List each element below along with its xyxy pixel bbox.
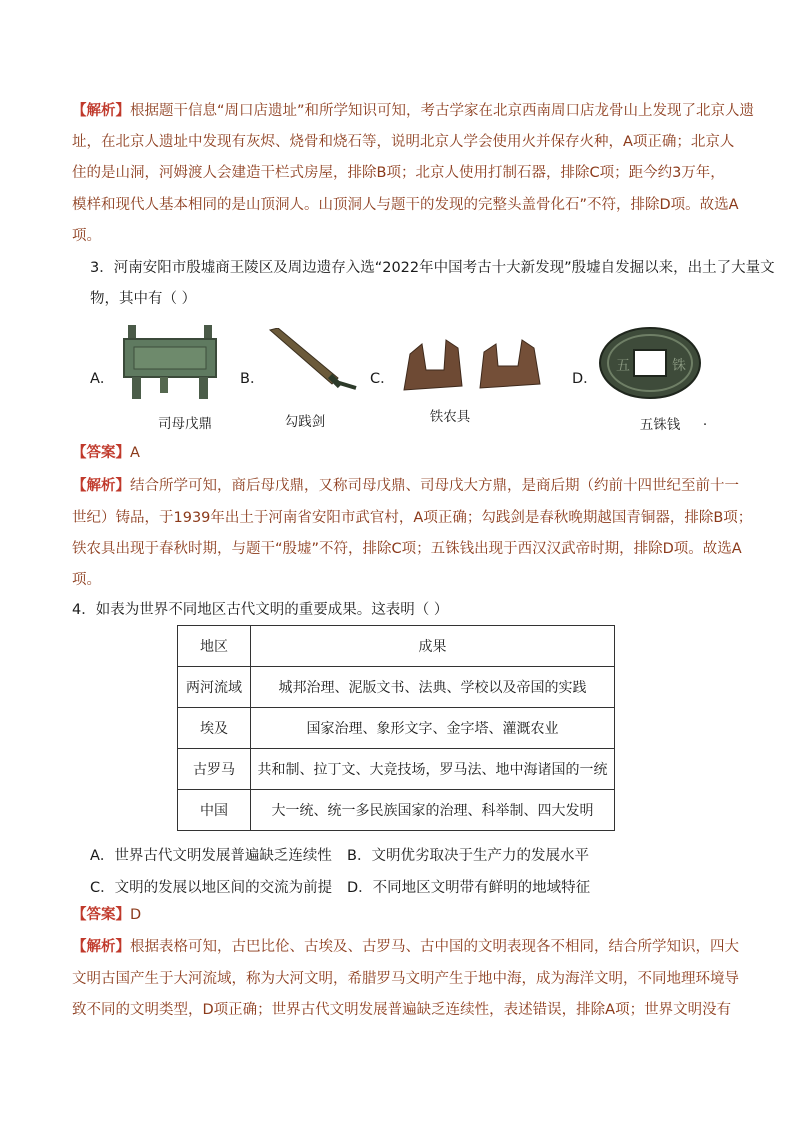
table-row: 古罗马 共和制、拉丁文、大竞技场，罗马法、地中海诸国的一统 <box>178 749 615 790</box>
ding-vessel-icon <box>120 325 220 405</box>
q4-option-b: B．文明优劣取决于生产力的发展水平 <box>347 848 589 864</box>
q3-option-c-letter: C． <box>370 371 395 387</box>
stray-mark: . <box>702 413 708 429</box>
q3-answer: 【答案】A <box>72 445 140 461</box>
table-header-row <box>178 626 615 667</box>
q3-option-c-caption: 铁农具 <box>429 409 471 425</box>
svg-text:铢: 铢 <box>672 358 686 374</box>
q3-analysis-line-4: 项。 <box>72 572 101 588</box>
q3-analysis-line-2: 世纪）铸品，于1939年出土于河南省安阳市武官村，A项正确；勾践剑是春秋晚期越国青铜器，排除B项； <box>72 510 753 526</box>
q3-option-a-caption: 司母戊鼎 <box>158 416 212 432</box>
q4-analysis-line-2: 文明古国产生于大河流域，称为大河文明，希腊罗马文明产生于地中海，成为海洋文明，不同地理环境导 <box>72 971 739 987</box>
q4-option-a: A．世界古代文明发展普遍缺乏连续性 <box>90 848 332 864</box>
q3-option-a-letter: A． <box>90 371 115 387</box>
q2-analysis-line-3: 住的是山洞，河姆渡人会建造干栏式房屋，排除B项；北京人使用打制石器，排除C项；距今约3万年， <box>72 165 725 181</box>
q4-option-d: D．不同地区文明带有鲜明的地域特征 <box>347 880 591 896</box>
q4-stem: 4．如表为世界不同地区古代文明的重要成果。这表明（ ） <box>72 602 449 618</box>
q4-analysis-line-3: 致不同的文明类型，D项正确；世界古代文明发展普遍缺乏连续性，表述错误，排除A项；世界文明没有 <box>72 1002 732 1018</box>
q4-analysis-line-1: 【解析】根据表格可知，古巴比伦、古埃及、古罗马、古中国的文明表现各不相同，结合所学知识，四大 <box>72 939 739 955</box>
table-row: 埃及 国家治理、象形文字、金字塔、灌溉农业 <box>178 708 615 749</box>
q3-option-b-caption: 勾践剑 <box>284 414 326 430</box>
q3-analysis-line-3: 铁农具出现于春秋时期，与题干“殷墟”不符，排除C项；五铢钱出现于西汉汉武帝时期，排除D项。故选A <box>72 541 742 557</box>
q3-stem-line-1: 3．河南安阳市殷墟商王陵区及周边遗存入选“2022年中国考古十大新发现”殷墟自发掘以来，出土了大量文 <box>90 260 775 276</box>
q2-analysis-line-2: 址，在北京人遗址中发现有灰烬、烧骨和烧石等，说明北京人学会使用火并保存火种，A项正确；北京人 <box>72 134 735 150</box>
q2-analysis-line-4: 模样和现代人基本相同的是山顶洞人。山顶洞人与题干的发现的完整头盖骨化石”不符，排除D项。故选A <box>72 197 739 213</box>
analysis-tag: 【解析】 <box>72 103 130 119</box>
svg-text:五: 五 <box>616 358 630 374</box>
q2-analysis-line-1: 【解析】根据题干信息“周口店遗址”和所学知识可知，考古学家在北京西南周口店龙骨山上发现了北京人遗 <box>72 103 755 119</box>
table-header-achievement: 成果 <box>251 626 615 667</box>
sword-icon <box>268 328 358 394</box>
table-row: 中国 大一统、统一多民族国家的治理、科举制、四大发明 <box>178 790 615 831</box>
q3-stem-line-2: 物，其中有（ ） <box>90 291 197 307</box>
q2-analysis-line-5: 项。 <box>72 228 101 244</box>
q4-answer: 【答案】D <box>72 907 142 923</box>
q3-analysis-line-1: 【解析】结合所学可知，商后母戊鼎，又称司母戊鼎、司母戊大方鼎，是商后期（约前十四世纪至前十一 <box>72 478 739 494</box>
iron-tools-icon <box>400 334 550 398</box>
q3-option-b-letter: B． <box>240 371 265 387</box>
coin-icon <box>598 326 702 404</box>
table-row: 两河流域 城邦治理、泥版文书、法典、学校以及帝国的实践 <box>178 667 615 708</box>
achievements-table <box>177 625 615 831</box>
q4-option-c: C．文明的发展以地区间的交流为前提 <box>90 880 333 896</box>
q3-option-d-caption: 五铢钱 <box>639 417 681 433</box>
table-header-region: 地区 <box>178 626 251 667</box>
q3-option-d-letter: D． <box>572 371 598 387</box>
